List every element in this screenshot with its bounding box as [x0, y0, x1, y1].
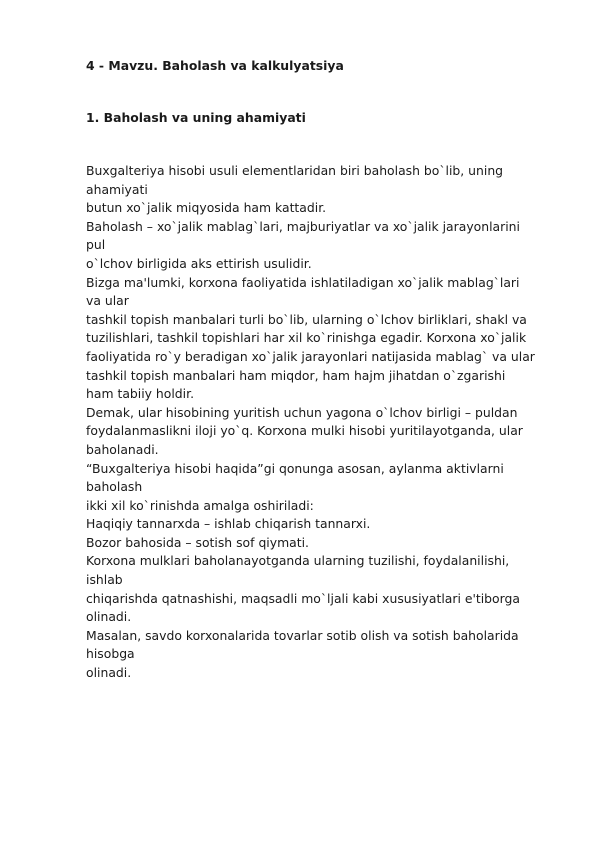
text-line: ikki xil ko`rinishda amalga oshiriladi:: [86, 497, 314, 513]
text-line: Buxgalteriya hisobi usuli elementlaridan biri baholash bo`lib, uning: [86, 163, 504, 178]
text-line: Haqiqiy tannarxda – ishlab chiqarish tannarxi.: [86, 516, 371, 532]
text-line: baholanadi.: [86, 441, 159, 457]
text-line: faoliyatida ro`y beradigan xo`jalik jarayonlari natijasida mablag` va ular: [86, 348, 535, 364]
text-line: tuzilishlari, tashkil topishlari har xil ko`rinishga egadir. Korxona xo`jalik: [86, 330, 527, 346]
text-line: olinadi.: [86, 665, 132, 681]
text-line: butun xo`jalik miqyosida ham kattadir.: [86, 200, 327, 216]
text-line: Bozor bahosida – sotish sof qiymati.: [86, 534, 309, 550]
text-line: “Buxgalteriya hisobi haqida”gi qonunga asosan, aylanma aktivlarni: [86, 460, 504, 476]
text-line: tashkil topish manbalari ham miqdor, ham hajm jihatdan o`zgarishi: [86, 367, 506, 383]
text-line: ahamiyati: [86, 181, 148, 197]
text-line: Masalan, savdo korxonalarida tovarlar sotib olish va sotish baholarida: [86, 627, 519, 643]
section-heading: 1. Baholash va uning ahamiyati: [86, 110, 306, 125]
text-line: hisobga: [86, 646, 135, 662]
text-line: olinadi.: [86, 609, 132, 625]
text-line: Demak, ular hisobining yuritish uchun yagona o`lchov birligi – puldan: [86, 404, 518, 420]
text-line: chiqarishda qatnashishi, maqsadli mo`ljali kabi xususiyatlari e'tiborga: [86, 590, 520, 606]
text-line: pul: [86, 237, 106, 253]
text-line: Baholash – xo`jalik mablag`lari, majburiyatlar va xo`jalik jarayonlarini: [86, 218, 520, 234]
body-text: [86, 162, 556, 683]
text-line: ishlab: [86, 572, 123, 588]
text-line: va ular: [86, 293, 129, 309]
document-page: [86, 58, 556, 683]
text-line: tashkil topish manbalari turli bo`lib, ularning o`lchov birliklari, shakl va: [86, 311, 527, 327]
text-line: ham tabiiy holdir.: [86, 386, 195, 402]
text-line: o`lchov birligida aks ettirish usulidir.: [86, 255, 312, 271]
text-line: foydalanmaslikni iloji yo`q. Korxona mulki hisobi yuritilayotganda, ular: [86, 423, 523, 439]
page-title: 4 - Mavzu. Baholash va kalkulyatsiya: [86, 58, 344, 73]
text-line: Bizga ma'lumki, korxona faoliyatida ishlatiladigan xo`jalik mablag`lari: [86, 274, 520, 290]
text-line: Korxona mulklari baholanayotganda ularning tuzilishi, foydalanilishi,: [86, 553, 510, 569]
text-line: baholash: [86, 479, 143, 495]
